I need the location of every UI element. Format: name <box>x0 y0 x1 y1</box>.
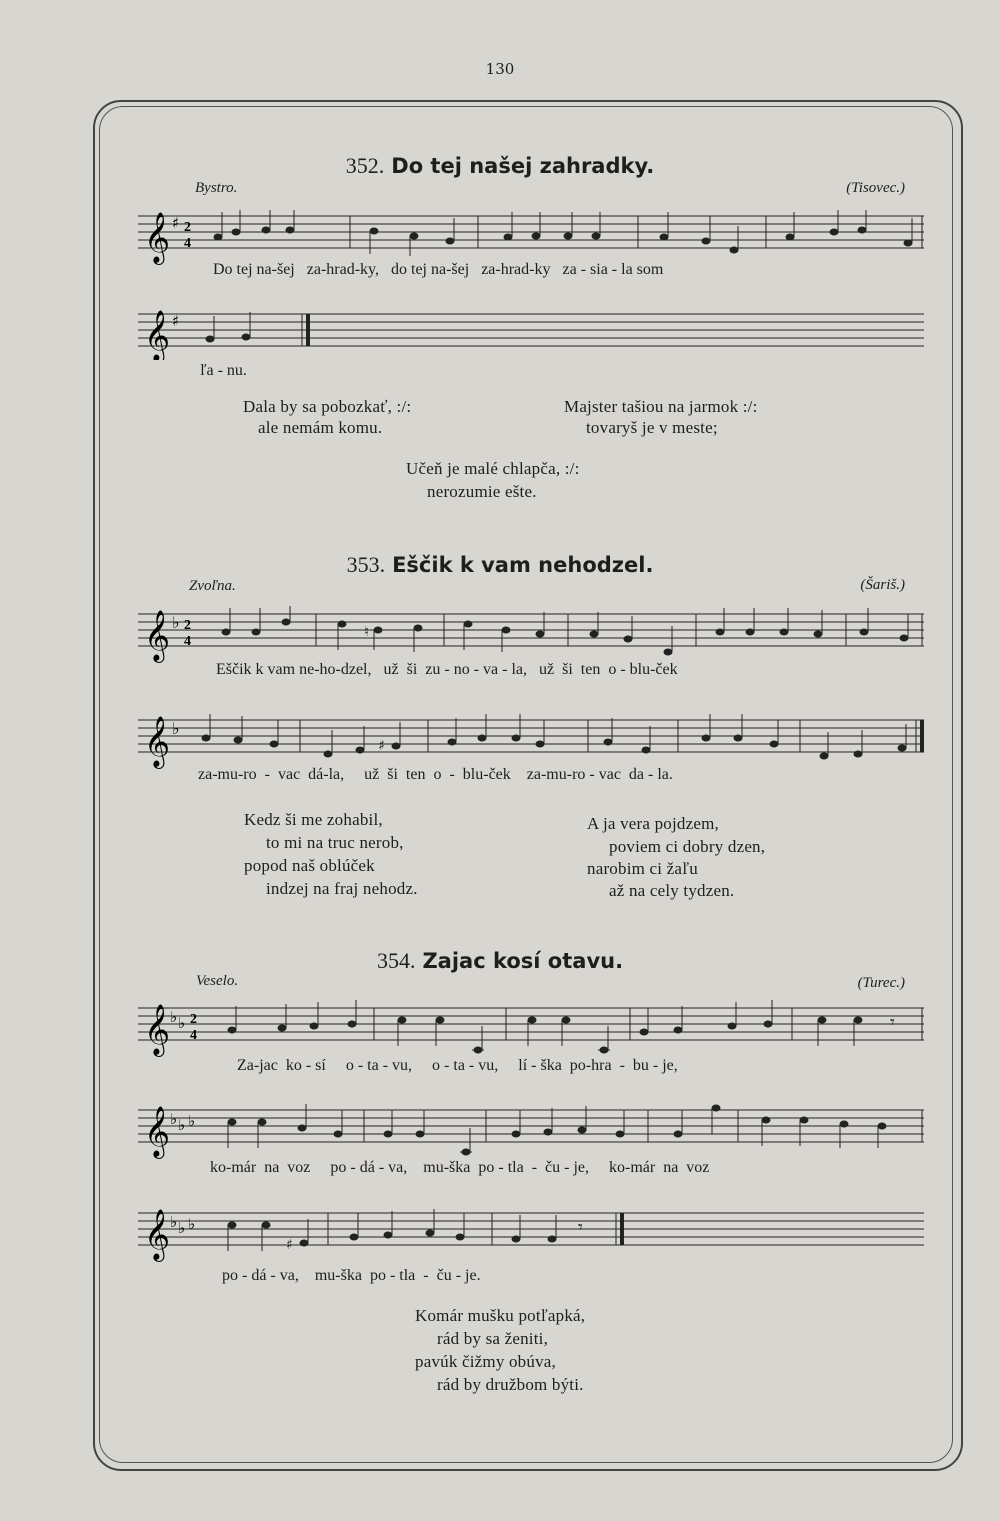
stanza-line: indzej na fraj nehodz. <box>266 879 418 898</box>
svg-text:𝄞: 𝄞 <box>144 310 171 360</box>
svg-text:2: 2 <box>190 1012 197 1027</box>
svg-text:♭: ♭ <box>170 1110 178 1128</box>
svg-text:♭: ♭ <box>172 613 180 632</box>
svg-text:♭: ♭ <box>178 1219 186 1237</box>
stanza-line: Komár mušku potľapká, <box>415 1306 586 1325</box>
song-title <box>0 552 1000 578</box>
svg-text:𝄞: 𝄞 <box>144 610 171 661</box>
svg-text:♮: ♮ <box>364 624 370 640</box>
lyric-line: Do tej na-šej za-hrad-ky, do tej na-šej za-hrad-ky za - sia - la som <box>213 261 664 278</box>
song-origin: (Tisovec.) <box>846 180 905 196</box>
svg-text:𝄞: 𝄞 <box>144 1209 171 1260</box>
svg-text:4: 4 <box>184 634 191 649</box>
svg-text:♯: ♯ <box>378 738 385 754</box>
svg-text:♯: ♯ <box>286 1237 293 1253</box>
music-staff-7 <box>138 1203 924 1265</box>
music-staff-1 <box>138 206 924 268</box>
stanza-line: Majster tašiou na jarmok :/: <box>564 397 758 416</box>
song-origin: (Turec.) <box>857 975 905 991</box>
song-title <box>0 948 1000 974</box>
lyric-line: ľa - nu. <box>200 362 247 379</box>
tempo-marking: Zvoľna. <box>189 578 236 594</box>
song-number: 352. <box>345 153 385 178</box>
lyric-line: Za-jac ko - sí o - ta - vu, o - ta - vu, lí - ška po-hra - bu - je, <box>237 1057 678 1074</box>
svg-text:♯: ♯ <box>172 312 180 330</box>
page-number: 130 <box>485 60 515 78</box>
svg-text:♭: ♭ <box>188 1215 196 1233</box>
song-title <box>0 153 1000 179</box>
svg-text:𝄞: 𝄞 <box>144 716 171 767</box>
svg-text:𝄾: 𝄾 <box>578 1217 583 1238</box>
stanza-line: A ja vera pojdzem, <box>587 814 719 833</box>
svg-text:♭: ♭ <box>178 1116 186 1134</box>
svg-text:2: 2 <box>184 618 191 633</box>
svg-text:𝄞: 𝄞 <box>144 212 171 263</box>
song-name: Eščik k vam nehodzel. <box>392 553 654 577</box>
stanza-line: Kedz ši me zohabil, <box>244 810 383 829</box>
stanza-line: Učeň je malé chlapča, :/: <box>406 459 580 478</box>
svg-text:4: 4 <box>184 236 191 251</box>
svg-text:2: 2 <box>184 220 191 235</box>
stanza-line: narobim ci žaľu <box>587 859 698 878</box>
stanza-line: až na cely tydzen. <box>609 881 735 900</box>
song-number: 353. <box>346 552 386 577</box>
stanza-line: tovaryš je v meste; <box>586 418 718 437</box>
tempo-marking: Veselo. <box>196 973 239 989</box>
music-staff-4 <box>138 710 924 772</box>
svg-text:♭: ♭ <box>172 719 180 738</box>
svg-text:𝄾: 𝄾 <box>890 1012 895 1033</box>
svg-text:4: 4 <box>190 1028 197 1043</box>
tempo-marking: Bystro. <box>195 180 238 196</box>
stanza-line: poviem ci dobry dzen, <box>609 837 766 856</box>
stanza-line: nerozumie ešte. <box>427 482 537 501</box>
music-staff-3 <box>138 604 924 666</box>
lyric-line: po - dá - va, mu-ška po - tla - ču - je. <box>222 1267 481 1284</box>
song-number: 354. <box>376 948 416 973</box>
song-name: Do tej našej zahradky. <box>391 154 655 178</box>
svg-text:𝄞: 𝄞 <box>144 1004 171 1055</box>
stanza-line: pavúk čižmy obúva, <box>415 1352 556 1371</box>
svg-text:♭: ♭ <box>178 1014 186 1032</box>
svg-text:♭: ♭ <box>188 1112 196 1130</box>
song-origin: (Šariš.) <box>860 577 905 593</box>
svg-text:♯: ♯ <box>172 214 180 232</box>
stanza-line: rád by družbom býti. <box>437 1375 584 1394</box>
stanza-line: Dala by sa pobozkať, :/: <box>243 397 412 416</box>
song-name: Zajac kosí otavu. <box>422 949 624 973</box>
svg-text:♭: ♭ <box>170 1213 178 1231</box>
stanza-line: popod naš oblúček <box>244 856 375 875</box>
stanza-line: rád by sa ženiti, <box>437 1329 549 1348</box>
lyric-line: za-mu-ro - vac dá-la, už ši ten o - blu-ček za-mu-ro - vac da - la. <box>198 766 673 783</box>
lyric-line: Eščik k vam ne-ho-dzel, už ši zu - no - va - la, už ši ten o - blu-ček <box>216 661 678 678</box>
lyric-line: ko-már na voz po - dá - va, mu-ška po - tla - ču - je, ko-már na voz <box>210 1159 710 1176</box>
svg-text:𝄞: 𝄞 <box>144 1106 171 1157</box>
svg-text:♭: ♭ <box>170 1008 178 1026</box>
stanza-line: ale nemám komu. <box>258 418 383 437</box>
stanza-line: to mi na truc nerob, <box>266 833 404 852</box>
music-staff-2 <box>138 304 924 360</box>
